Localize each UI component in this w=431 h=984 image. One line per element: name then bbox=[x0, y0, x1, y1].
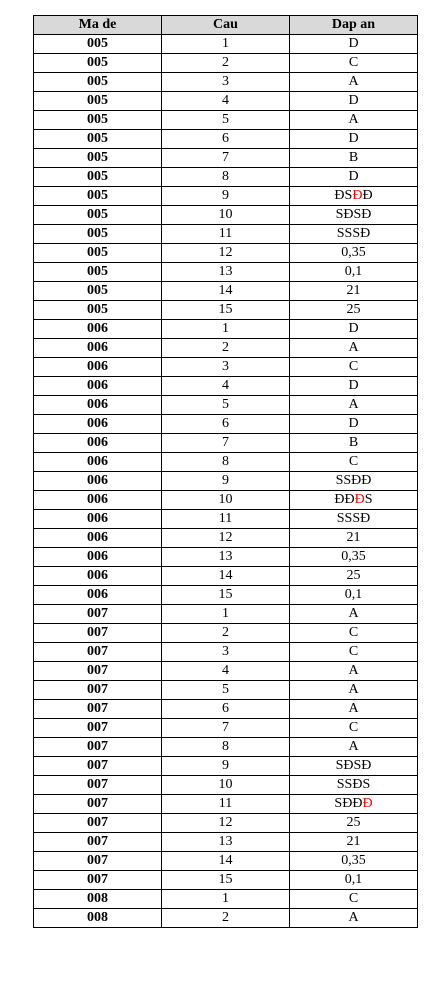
exam-code-cell: 005 bbox=[34, 54, 162, 73]
question-number-cell: 15 bbox=[162, 871, 290, 890]
table-row bbox=[34, 643, 418, 662]
answer-cell bbox=[290, 244, 418, 263]
exam-code-cell: 007 bbox=[34, 795, 162, 814]
table-row bbox=[34, 909, 418, 928]
answer-segment: A bbox=[348, 910, 359, 925]
answer-cell bbox=[290, 472, 418, 491]
table-row bbox=[34, 662, 418, 681]
exam-code-cell: 006 bbox=[34, 472, 162, 491]
table-row bbox=[34, 795, 418, 814]
exam-code-cell: 006 bbox=[34, 434, 162, 453]
question-number-cell: 13 bbox=[162, 833, 290, 852]
table-row bbox=[34, 833, 418, 852]
answer-cell bbox=[290, 890, 418, 909]
question-number-cell: 1 bbox=[162, 35, 290, 54]
question-number-cell: 2 bbox=[162, 909, 290, 928]
answer-segment: 25 bbox=[346, 815, 361, 830]
answer-cell bbox=[290, 396, 418, 415]
question-number-cell: 14 bbox=[162, 282, 290, 301]
question-number-cell: 3 bbox=[162, 73, 290, 92]
table-row bbox=[34, 149, 418, 168]
table-row bbox=[34, 415, 418, 434]
table-row bbox=[34, 54, 418, 73]
exam-code-cell: 005 bbox=[34, 168, 162, 187]
answer-cell bbox=[290, 529, 418, 548]
answer-cell bbox=[290, 833, 418, 852]
answer-segment: D bbox=[348, 169, 359, 184]
table-row bbox=[34, 624, 418, 643]
answer-cell bbox=[290, 187, 418, 206]
answer-segment: 25 bbox=[346, 568, 361, 583]
question-number-cell: 5 bbox=[162, 681, 290, 700]
answer-segment: D bbox=[348, 93, 359, 108]
question-number-cell: 15 bbox=[162, 586, 290, 605]
answer-segment: C bbox=[348, 891, 359, 906]
exam-code-cell: 007 bbox=[34, 871, 162, 890]
answer-key-table bbox=[33, 15, 418, 928]
question-number-cell: 11 bbox=[162, 795, 290, 814]
question-number-cell: 14 bbox=[162, 852, 290, 871]
answer-cell bbox=[290, 738, 418, 757]
answer-segment: D bbox=[348, 36, 359, 51]
exam-code-cell: 005 bbox=[34, 244, 162, 263]
answer-segment: D bbox=[348, 416, 359, 431]
exam-code-cell: 005 bbox=[34, 92, 162, 111]
answer-cell bbox=[290, 111, 418, 130]
question-number-cell: 4 bbox=[162, 92, 290, 111]
answer-cell bbox=[290, 567, 418, 586]
answer-segment: Đ bbox=[362, 188, 373, 203]
exam-code-cell: 005 bbox=[34, 263, 162, 282]
question-number-cell: 11 bbox=[162, 510, 290, 529]
answer-cell bbox=[290, 700, 418, 719]
table-row bbox=[34, 852, 418, 871]
table-row bbox=[34, 719, 418, 738]
table-row bbox=[34, 377, 418, 396]
answer-cell bbox=[290, 776, 418, 795]
table-row bbox=[34, 358, 418, 377]
question-number-cell: 12 bbox=[162, 244, 290, 263]
answer-segment: A bbox=[348, 112, 359, 127]
answer-segment: SĐSĐ bbox=[335, 758, 372, 773]
answer-cell bbox=[290, 206, 418, 225]
answer-cell bbox=[290, 510, 418, 529]
question-number-cell: 8 bbox=[162, 168, 290, 187]
answer-segment: 0,1 bbox=[344, 264, 363, 279]
question-number-cell: 8 bbox=[162, 453, 290, 472]
table-row bbox=[34, 586, 418, 605]
question-number-cell: 12 bbox=[162, 529, 290, 548]
table-row bbox=[34, 263, 418, 282]
header-question: Cau bbox=[162, 16, 290, 35]
question-number-cell: 3 bbox=[162, 358, 290, 377]
question-number-cell: 4 bbox=[162, 662, 290, 681]
answer-segment: SSĐS bbox=[336, 777, 371, 792]
answer-segment: A bbox=[348, 701, 359, 716]
table-row bbox=[34, 206, 418, 225]
answer-segment: A bbox=[348, 74, 359, 89]
answer-segment: C bbox=[348, 644, 359, 659]
answer-cell bbox=[290, 586, 418, 605]
table-row bbox=[34, 35, 418, 54]
answer-segment: C bbox=[348, 625, 359, 640]
table-row bbox=[34, 92, 418, 111]
answer-cell bbox=[290, 453, 418, 472]
question-number-cell: 15 bbox=[162, 301, 290, 320]
table-row bbox=[34, 757, 418, 776]
exam-code-cell: 006 bbox=[34, 453, 162, 472]
answer-cell bbox=[290, 73, 418, 92]
question-number-cell: 10 bbox=[162, 491, 290, 510]
exam-code-cell: 005 bbox=[34, 282, 162, 301]
answer-segment: C bbox=[348, 720, 359, 735]
question-number-cell: 13 bbox=[162, 263, 290, 282]
answer-segment: ĐS bbox=[334, 188, 353, 203]
table-row bbox=[34, 738, 418, 757]
question-number-cell: 9 bbox=[162, 187, 290, 206]
exam-code-cell: 006 bbox=[34, 339, 162, 358]
question-number-cell: 2 bbox=[162, 624, 290, 643]
table-row bbox=[34, 700, 418, 719]
table-row bbox=[34, 320, 418, 339]
exam-code-cell: 008 bbox=[34, 909, 162, 928]
answer-segment: B bbox=[348, 435, 359, 450]
exam-code-cell: 006 bbox=[34, 567, 162, 586]
answer-segment: A bbox=[348, 682, 359, 697]
answer-cell bbox=[290, 377, 418, 396]
answer-segment: 21 bbox=[346, 530, 361, 545]
table-row bbox=[34, 225, 418, 244]
answer-segment: 0,1 bbox=[344, 872, 363, 887]
answer-segment: C bbox=[348, 359, 359, 374]
question-number-cell: 1 bbox=[162, 320, 290, 339]
exam-code-cell: 007 bbox=[34, 700, 162, 719]
answer-cell bbox=[290, 871, 418, 890]
question-number-cell: 7 bbox=[162, 149, 290, 168]
answer-segment: 0,35 bbox=[341, 853, 366, 868]
table-row bbox=[34, 491, 418, 510]
answer-segment: 0,35 bbox=[341, 549, 366, 564]
answer-segment: SSSĐ bbox=[336, 511, 371, 526]
answer-cell bbox=[290, 605, 418, 624]
question-number-cell: 6 bbox=[162, 130, 290, 149]
answer-segment: 21 bbox=[346, 283, 361, 298]
exam-code-cell: 005 bbox=[34, 149, 162, 168]
table-row bbox=[34, 434, 418, 453]
exam-code-cell: 007 bbox=[34, 757, 162, 776]
answer-segment: A bbox=[348, 340, 359, 355]
table-row bbox=[34, 111, 418, 130]
question-number-cell: 6 bbox=[162, 415, 290, 434]
table-row bbox=[34, 510, 418, 529]
table-row bbox=[34, 681, 418, 700]
answer-segment: A bbox=[348, 739, 359, 754]
answer-segment: D bbox=[348, 378, 359, 393]
answer-segment: SSĐĐ bbox=[335, 473, 372, 488]
exam-code-cell: 007 bbox=[34, 605, 162, 624]
exam-code-cell: 006 bbox=[34, 377, 162, 396]
answer-cell bbox=[290, 491, 418, 510]
table-row bbox=[34, 396, 418, 415]
answer-cell bbox=[290, 339, 418, 358]
exam-code-cell: 007 bbox=[34, 776, 162, 795]
answer-cell bbox=[290, 415, 418, 434]
question-number-cell: 8 bbox=[162, 738, 290, 757]
exam-code-cell: 006 bbox=[34, 491, 162, 510]
question-number-cell: 4 bbox=[162, 377, 290, 396]
table-row bbox=[34, 130, 418, 149]
exam-code-cell: 007 bbox=[34, 681, 162, 700]
answer-segment: SĐĐ bbox=[334, 796, 363, 811]
question-number-cell: 1 bbox=[162, 605, 290, 624]
exam-code-cell: 007 bbox=[34, 852, 162, 871]
table-row bbox=[34, 871, 418, 890]
answer-segment-highlighted: Đ bbox=[352, 188, 363, 203]
answer-cell bbox=[290, 909, 418, 928]
answer-segment: B bbox=[348, 150, 359, 165]
answer-segment: A bbox=[348, 606, 359, 621]
answer-segment: 0,1 bbox=[344, 587, 363, 602]
exam-code-cell: 006 bbox=[34, 586, 162, 605]
exam-code-cell: 007 bbox=[34, 738, 162, 757]
exam-code-cell: 007 bbox=[34, 719, 162, 738]
question-number-cell: 2 bbox=[162, 54, 290, 73]
answer-segment: S bbox=[364, 492, 373, 507]
question-number-cell: 13 bbox=[162, 548, 290, 567]
table-row bbox=[34, 187, 418, 206]
exam-code-cell: 008 bbox=[34, 890, 162, 909]
answer-cell bbox=[290, 54, 418, 73]
answer-cell bbox=[290, 225, 418, 244]
answer-segment: 21 bbox=[346, 834, 361, 849]
question-number-cell: 10 bbox=[162, 776, 290, 795]
exam-code-cell: 006 bbox=[34, 529, 162, 548]
answer-cell bbox=[290, 149, 418, 168]
answer-cell bbox=[290, 92, 418, 111]
table-row bbox=[34, 814, 418, 833]
answer-cell bbox=[290, 662, 418, 681]
answer-segment: D bbox=[348, 131, 359, 146]
answer-cell bbox=[290, 282, 418, 301]
table-row bbox=[34, 244, 418, 263]
question-number-cell: 1 bbox=[162, 890, 290, 909]
answer-segment-highlighted: Đ bbox=[362, 796, 373, 811]
exam-code-cell: 006 bbox=[34, 510, 162, 529]
question-number-cell: 7 bbox=[162, 434, 290, 453]
answer-cell bbox=[290, 548, 418, 567]
table-row bbox=[34, 548, 418, 567]
answer-segment: ĐĐ bbox=[334, 492, 355, 507]
answer-cell bbox=[290, 681, 418, 700]
question-number-cell: 3 bbox=[162, 643, 290, 662]
answer-cell bbox=[290, 719, 418, 738]
header-row bbox=[34, 16, 418, 35]
question-number-cell: 12 bbox=[162, 814, 290, 833]
exam-code-cell: 006 bbox=[34, 358, 162, 377]
exam-code-cell: 007 bbox=[34, 662, 162, 681]
question-number-cell: 14 bbox=[162, 567, 290, 586]
answer-segment: A bbox=[348, 663, 359, 678]
answer-cell bbox=[290, 795, 418, 814]
table-row bbox=[34, 168, 418, 187]
exam-code-cell: 007 bbox=[34, 643, 162, 662]
question-number-cell: 6 bbox=[162, 700, 290, 719]
answer-segment: SSSĐ bbox=[336, 226, 371, 241]
answer-cell bbox=[290, 35, 418, 54]
answer-segment: D bbox=[348, 321, 359, 336]
question-number-cell: 2 bbox=[162, 339, 290, 358]
answer-segment: C bbox=[348, 55, 359, 70]
header-answer: Dap an bbox=[290, 16, 418, 35]
question-number-cell: 10 bbox=[162, 206, 290, 225]
exam-code-cell: 005 bbox=[34, 35, 162, 54]
header-exam-code: Ma de bbox=[34, 16, 162, 35]
table-row bbox=[34, 339, 418, 358]
question-number-cell: 7 bbox=[162, 719, 290, 738]
question-number-cell: 9 bbox=[162, 757, 290, 776]
exam-code-cell: 007 bbox=[34, 624, 162, 643]
question-number-cell: 11 bbox=[162, 225, 290, 244]
exam-code-cell: 005 bbox=[34, 206, 162, 225]
answer-rows bbox=[34, 35, 418, 928]
exam-code-cell: 006 bbox=[34, 320, 162, 339]
answer-cell bbox=[290, 624, 418, 643]
answer-cell bbox=[290, 643, 418, 662]
exam-code-cell: 005 bbox=[34, 130, 162, 149]
table-row bbox=[34, 890, 418, 909]
answer-segment: C bbox=[348, 454, 359, 469]
exam-code-cell: 006 bbox=[34, 548, 162, 567]
answer-cell bbox=[290, 301, 418, 320]
answer-segment-highlighted: Đ bbox=[354, 492, 365, 507]
exam-code-cell: 005 bbox=[34, 111, 162, 130]
table-row bbox=[34, 73, 418, 92]
answer-segment: SĐSĐ bbox=[335, 207, 372, 222]
table-row bbox=[34, 453, 418, 472]
exam-code-cell: 006 bbox=[34, 415, 162, 434]
answer-cell bbox=[290, 320, 418, 339]
answer-segment: A bbox=[348, 397, 359, 412]
answer-segment: 25 bbox=[346, 302, 361, 317]
question-number-cell: 5 bbox=[162, 396, 290, 415]
answer-cell bbox=[290, 168, 418, 187]
exam-code-cell: 005 bbox=[34, 301, 162, 320]
table-row bbox=[34, 529, 418, 548]
answer-cell bbox=[290, 358, 418, 377]
answer-cell bbox=[290, 434, 418, 453]
exam-code-cell: 005 bbox=[34, 225, 162, 244]
table-row bbox=[34, 567, 418, 586]
exam-code-cell: 007 bbox=[34, 814, 162, 833]
answer-cell bbox=[290, 130, 418, 149]
table-row bbox=[34, 776, 418, 795]
exam-code-cell: 006 bbox=[34, 396, 162, 415]
answer-cell bbox=[290, 852, 418, 871]
answer-cell bbox=[290, 263, 418, 282]
exam-code-cell: 005 bbox=[34, 73, 162, 92]
table-row bbox=[34, 472, 418, 491]
table-row bbox=[34, 282, 418, 301]
question-number-cell: 5 bbox=[162, 111, 290, 130]
question-number-cell: 9 bbox=[162, 472, 290, 491]
table-row bbox=[34, 301, 418, 320]
table-row bbox=[34, 605, 418, 624]
answer-cell bbox=[290, 814, 418, 833]
exam-code-cell: 005 bbox=[34, 187, 162, 206]
answer-segment: 0,35 bbox=[341, 245, 366, 260]
exam-code-cell: 007 bbox=[34, 833, 162, 852]
answer-cell bbox=[290, 757, 418, 776]
